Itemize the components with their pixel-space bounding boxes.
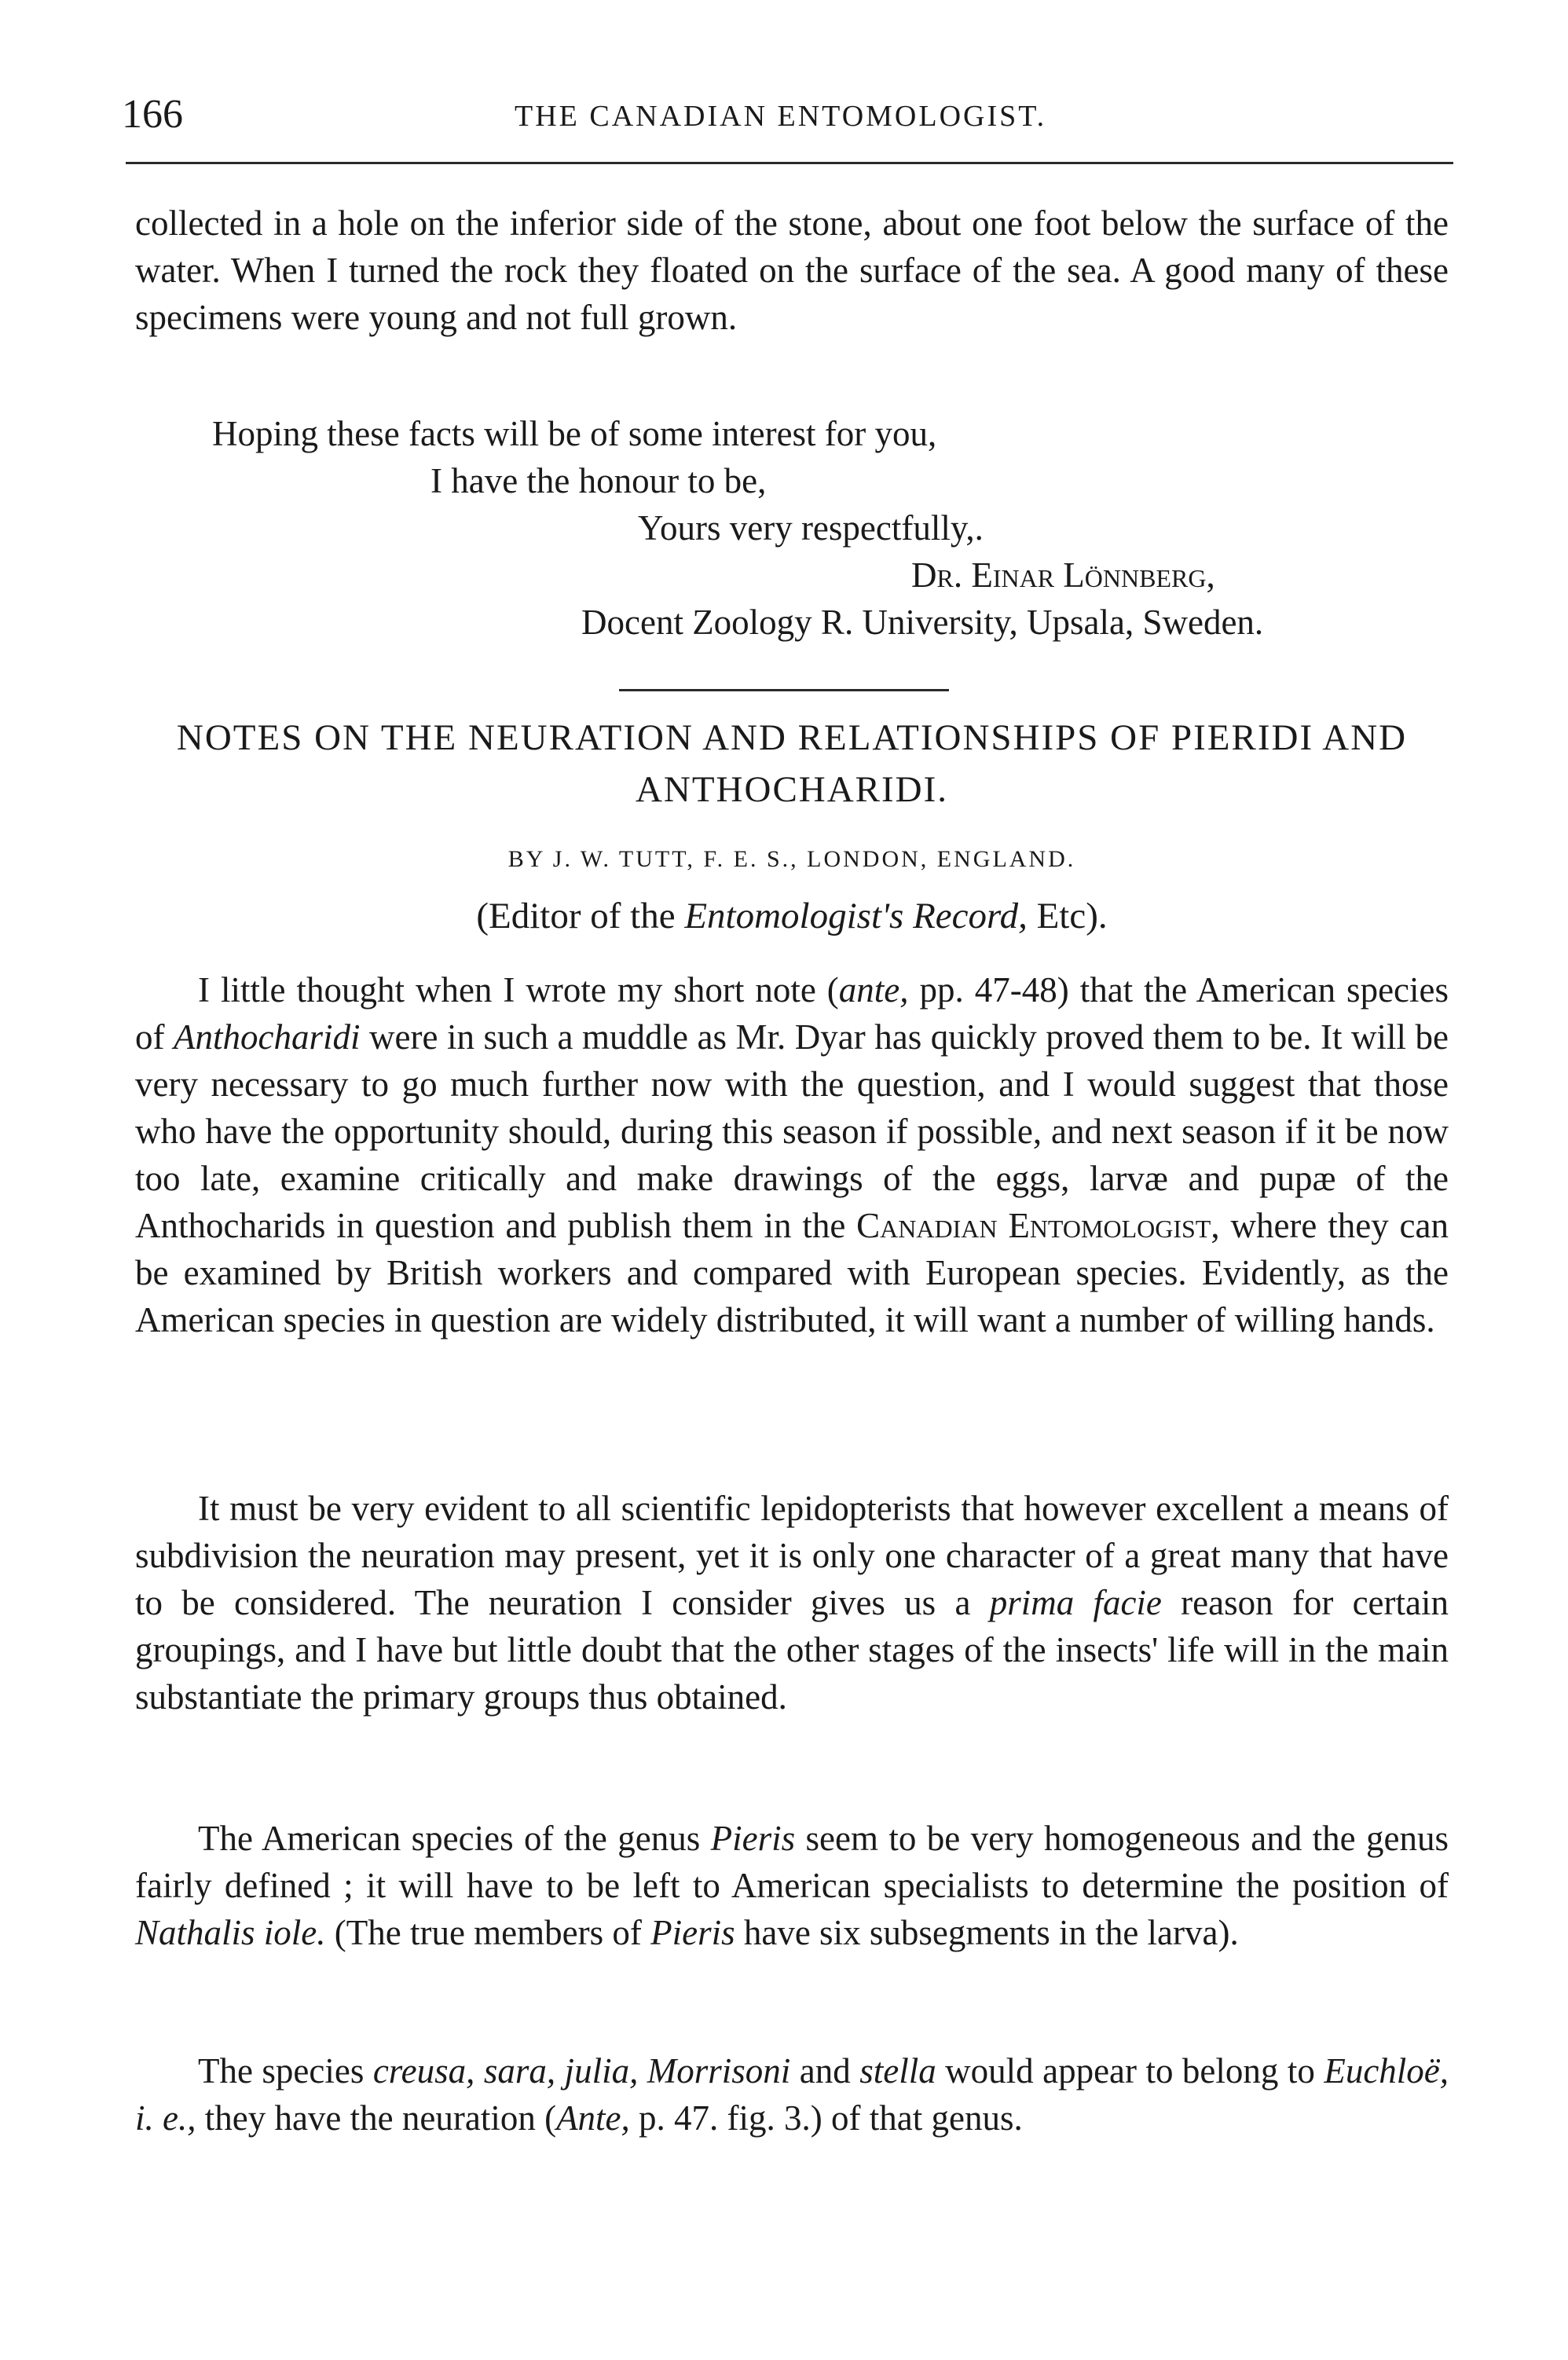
italic-run: Pieris <box>710 1819 796 1858</box>
text-run: It must be very evident to all scientific lepidopterists that however excellent a means of subdivision the neuration may present, yet it is only one character of a great many that have to be considered. The neuration I consider gives us a <box>135 1489 1449 1622</box>
text-run: (The true members of <box>325 1913 651 1952</box>
text-run: The species <box>198 2051 373 2091</box>
text-run: have six subsegments in the larva). <box>735 1913 1239 1952</box>
text-run: would appear to belong to <box>936 2051 1324 2091</box>
italic-run: Anthocharidi <box>174 1017 361 1057</box>
italic-run: stella <box>859 2051 936 2091</box>
body-paragraph <box>135 1815 1449 1956</box>
text-run: they have the neuration ( <box>196 2098 557 2138</box>
running-head: THE CANADIAN ENTOMOLOGIST. <box>515 100 1047 133</box>
letter-closing-line: Yours very respectfully,. <box>638 508 984 548</box>
section-divider <box>619 689 949 691</box>
text-run: seem to be very homogeneous and the genus fairly defined ; it will have to be left to American specialists to determine the position of <box>135 1819 1449 1905</box>
text-run: I little thought when I wrote my short note ( <box>198 970 839 1010</box>
text-run: and <box>790 2051 860 2091</box>
italic-run: prima facie <box>989 1583 1162 1622</box>
letter-closing-line: Hoping these facts will be of some interest for you, <box>212 414 937 453</box>
body-paragraph <box>135 966 1449 1343</box>
text-run: reason for certain groupings, and I have but little doubt that the other stages of the insects' life will in the main substantiate the primary groups thus obtained. <box>135 1583 1449 1717</box>
italic-run: Euchloë, i. e., <box>135 2051 1449 2138</box>
italic-run: Nathalis iole. <box>135 1913 326 1952</box>
editor-note-text: Etc). <box>1027 896 1108 936</box>
editor-note <box>135 892 1449 940</box>
italic-run: Pieris <box>650 1913 735 1952</box>
letter-closing-line: I have the honour to be, <box>430 461 767 500</box>
text-run: p. 47. fig. 3.) of that genus. <box>629 2098 1023 2138</box>
text-run: where they can be examined by British workers and compared with European species. Evidently, as the American species in question are widely distributed, it will want a number of willing hands. <box>135 1206 1449 1339</box>
article-title: NOTES ON THE NEURATION AND RELATIONSHIPS OF PIERIDI AND ANTHOCHARIDI. <box>176 717 1408 810</box>
italic-run: ante, <box>838 970 909 1010</box>
italic-run: creusa, sara, julia, Morrisoni <box>372 2051 791 2091</box>
header-rule <box>126 162 1453 164</box>
body-paragraph <box>135 1485 1449 1721</box>
body-paragraph <box>135 2047 1449 2142</box>
editor-note-text: (Editor of the <box>476 896 685 936</box>
letter-paragraph: collected in a hole on the inferior side of the stone, about one foot below the surface of the water. When I turned the rock they floated on the surface of the sea. A good many of these specimens were young and not full grown. <box>135 203 1449 337</box>
signature-name: Dr. Einar Lönnberg, <box>911 555 1215 595</box>
small-caps-run: Canadian Entomologist, <box>856 1206 1220 1245</box>
editor-note-journal: Entomologist's Record, <box>684 896 1028 936</box>
text-run: pp. 47-48) that the American species of <box>135 970 1449 1057</box>
signature-title: Docent Zoology R. University, Upsala, Sweden. <box>581 603 1264 642</box>
text-run: were in such a muddle as Mr. Dyar has quickly proved them to be. It will be very necessary to go much further now with the question, and I would suggest that those who have the opportunity should, during this season if possible, and next season if it be now too late, examine critically and make drawings of the eggs, larvæ and pupæ of the Anthocharids in question and publish them in the <box>135 1017 1449 1245</box>
text-run: The American species of the genus <box>198 1819 711 1858</box>
page-number: 166 <box>122 92 183 137</box>
page-header <box>122 88 1449 143</box>
italic-run: Ante, <box>556 2098 630 2138</box>
article-byline: BY J. W. TUTT, F. E. S., LONDON, ENGLAND. <box>507 846 1076 872</box>
